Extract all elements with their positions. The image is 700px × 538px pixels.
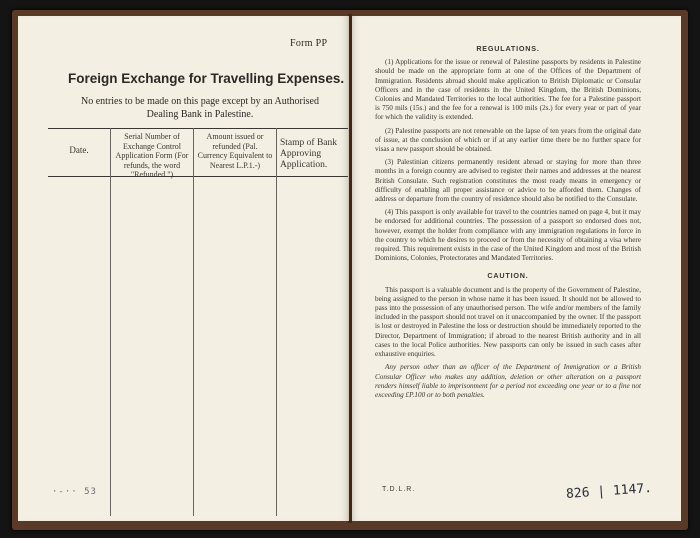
regulations-heading: REGULATIONS. — [476, 44, 540, 53]
regulation-paragraph: (1) Applications for the issue or renewal of Palestine passports by residents in Palestine should be made on the appropriate form at one of the Offices of the Department of Immigration. Residents abroad should make application to British Diplomatic or Consular Officers and in the case of residents in the United Kingdom, the British Dominions, Colonies and Mandated Territories to the local authorities. The fee for a Palestine passport is 750 mils (15s.) and the fee for a renewal is 100 mils (2s.) for every year or part of year for which the validity is extended. — [375, 58, 641, 122]
table-column-divider — [110, 128, 111, 516]
instruction-note-line1: No entries to be made on this page except by an Authorised — [81, 96, 319, 107]
regulation-paragraph: (3) Palestinian citizens permanently resident abroad or staying for more than three months in a foreign country are advised to register their names and addresses at the nearest British Consulate. Such registration constitutes the most ready means in emergency or difficulty of enabling all proper assistance or advice to be afforded them. Changes of address or departure from the country of residence should also be notified to the Consulate. — [375, 158, 641, 204]
column-header-serial-number: Serial Number of Exchange Control Application Form (For refunds, the word "Refunded.") — [115, 132, 189, 179]
exchange-table — [48, 128, 348, 516]
caution-heading: CAUTION. — [487, 271, 529, 281]
caution-paragraph: This passport is a valuable document and is the property of the Government of Palestine, being assigned to the person in whose name it has been issued. It should not be allowed to pass into the possession of any unauthorised person. The wife and/or members of the family included in the passport should not travel on it unaccompanied by the owner. If the passport is lost or destroyed in Palestine the loss or destruction should be immediately reported to the Director, Department of Immigration; if abroad to the nearest British authority and in all cases to the local Police authorities. New passports can only be issued in such cases after exhaustive enquiries. — [375, 285, 641, 359]
column-header-bank-stamp: Stamp of Bank Approving Application. — [280, 138, 337, 170]
instruction-note-line2: Dealing Bank in Palestine. — [146, 109, 254, 120]
table-column-divider — [193, 128, 194, 516]
column-header-date: Date. — [69, 145, 89, 155]
instruction-note — [52, 95, 348, 121]
page-title: Foreign Exchange for Travelling Expenses. — [68, 71, 345, 86]
table-column-divider — [276, 128, 277, 516]
form-number: Form PP — [290, 38, 328, 49]
regulation-paragraph: (4) This passport is only available for travel to the countries named on page 4, but it may be endorsed for additional countries. The possession of a passport so endorsed does not, however, exempt the holder from compliance with any immigration regulations in force in the country to which he desires to proceed or from the necessity of obtaining a visa where required. This requirement exists in the case of the United Kingdom and most of the British Dominions, Colonies, Protectorates and Mandated Territories. — [375, 208, 641, 263]
pencil-annotation: ·-·· 53 — [52, 487, 97, 497]
column-header-amount: Amount issued or refunded (Pal. Currency Equivalent to Nearest L.P.1.-) — [197, 132, 273, 170]
regulations-text — [375, 44, 641, 404]
printer-mark: T.D.L.R. — [382, 486, 416, 493]
regulation-paragraph: (2) Palestine passports are not renewable on the lapse of ten years from the original date of issue, at the conclusion of which or if at any earlier time there be no further space for visas a new passport should be obtained. — [375, 126, 641, 154]
table-header-rule — [48, 176, 348, 177]
caution-italic-paragraph: Any person other than an officer of the Department of Immigration or a British Consular Officer who makes any addition, deletion or other alteration on a passport renders himself liable to imprisonment for a period not exceeding one year or to a fine not exceeding £P.100 or to both penalties. — [375, 363, 641, 399]
table-top-rule — [48, 128, 348, 129]
handwritten-number: 826 | 1147. — [565, 481, 653, 502]
